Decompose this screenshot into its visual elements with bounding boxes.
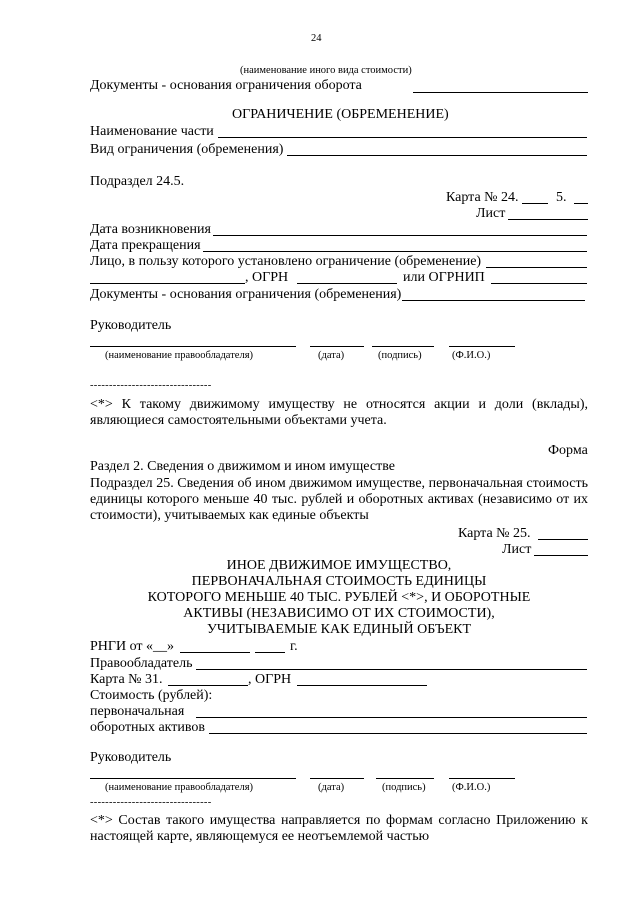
holder-name-line-1[interactable] xyxy=(90,346,296,347)
turnover-docs-line[interactable] xyxy=(413,92,588,93)
beneficiary-label: Лицо, в пользу которого установлено ограничение (обременение) xyxy=(90,254,482,269)
card-31-line[interactable] xyxy=(168,685,248,686)
beneficiary-name-line[interactable] xyxy=(90,283,245,284)
part-name-line[interactable] xyxy=(218,137,587,138)
footnote-separator-2: -------------------------------- xyxy=(90,797,212,808)
footnote-1-line-2: являющиеся самостоятельными объектами учета. xyxy=(90,413,387,428)
page-number: 24 xyxy=(311,33,322,44)
signature-caption-1: (подпись) xyxy=(378,350,422,361)
card-24-mid: 5. xyxy=(556,190,567,205)
card-24-number-line[interactable] xyxy=(522,203,548,204)
head-label-1: Руководитель xyxy=(90,318,172,333)
card-25-label: Карта № 25. xyxy=(458,526,531,541)
end-date-line[interactable] xyxy=(203,251,587,252)
ogrn-line-31[interactable] xyxy=(297,685,427,686)
card-24-suffix-line[interactable] xyxy=(574,203,588,204)
turnover-docs-label: Документы - основания ограничения оборота xyxy=(90,78,362,93)
signature-caption-2: (подпись) xyxy=(382,782,426,793)
holder-name-line-2[interactable] xyxy=(90,778,296,779)
holder-name-caption-1: (наименование правообладателя) xyxy=(105,350,254,361)
ogrnip-label: или ОГРНИП xyxy=(403,270,485,285)
head-label-2: Руководитель xyxy=(90,750,172,765)
ogrnip-line[interactable] xyxy=(491,283,587,284)
restriction-docs-label: Документы - основания ограничения (обременения) xyxy=(90,287,402,302)
rightholder-label: Правообладатель xyxy=(90,656,193,671)
subsection-25-line-1: Подраздел 25. Сведения об ином движимом имуществе, первоначальная стоимость xyxy=(90,476,588,491)
signature-line-2[interactable] xyxy=(376,778,434,779)
heading-line-1: ИНОЕ ДВИЖИМОЕ ИМУЩЕСТВО, xyxy=(226,558,452,573)
subsection-25-line-3: стоимости), учитываемых как единые объекты xyxy=(90,508,369,523)
cost-label: Стоимость (рублей): xyxy=(90,688,213,703)
fio-line-2[interactable] xyxy=(449,778,515,779)
signature-line-1[interactable] xyxy=(372,346,434,347)
restriction-type-line[interactable] xyxy=(287,155,587,156)
ogrn-label-31: , ОГРН xyxy=(248,672,292,687)
card-31-label: Карта № 31. xyxy=(90,672,163,687)
beneficiary-line[interactable] xyxy=(486,267,587,268)
card-24-prefix: Карта № 24. xyxy=(446,190,519,205)
fio-caption-1: (Ф.И.О.) xyxy=(452,350,491,361)
restriction-docs-line[interactable] xyxy=(402,300,585,301)
rngi-date-prefix: РНГИ от «__» xyxy=(90,639,175,654)
footnote-2-line-1: <*> Состав такого имущества направляется по формам согласно Приложению к xyxy=(90,813,588,828)
current-assets-line[interactable] xyxy=(209,733,587,734)
initial-cost-label: первоначальная xyxy=(90,704,185,719)
sheet-line-25[interactable] xyxy=(534,555,588,556)
ogrn-label: , ОГРН xyxy=(245,270,289,285)
ogrn-line[interactable] xyxy=(297,283,397,284)
sheet-label-24: Лист xyxy=(476,206,506,221)
rightholder-line[interactable] xyxy=(196,669,587,670)
current-assets-label: оборотных активов xyxy=(90,720,206,735)
footnote-2-line-2: настоящей карте, являющемуся ее неотъемлемой частью xyxy=(90,829,430,844)
footnote-1-line-1: <*> К такому движимому имуществу не относятся акции и доли (вклады), xyxy=(90,397,588,412)
subsection-25-line-2: единицы которого меньше 40 тыс. рублей и оборотных активах (независимо от их xyxy=(90,492,588,507)
date-line-2[interactable] xyxy=(310,778,364,779)
subsection-24-5-title: Подраздел 24.5. xyxy=(90,174,185,189)
rngi-month-line[interactable] xyxy=(180,652,250,653)
fio-caption-2: (Ф.И.О.) xyxy=(452,782,491,793)
restriction-title: ОГРАНИЧЕНИЕ (ОБРЕМЕНЕНИЕ) xyxy=(232,107,449,122)
section-2-title: Раздел 2. Сведения о движимом и ином имуществе xyxy=(90,459,395,474)
rngi-year-suffix: г. xyxy=(290,639,298,654)
heading-line-3: КОТОРОГО МЕНЬШЕ 40 ТЫС. РУБЛЕЙ <*>, И ОБОРОТНЫЕ xyxy=(147,590,531,605)
part-name-label: Наименование части xyxy=(90,124,214,139)
initial-cost-line[interactable] xyxy=(196,717,587,718)
heading-line-4: АКТИВЫ (НЕЗАВИСИМО ОТ ИХ СТОИМОСТИ), xyxy=(183,606,495,621)
other-value-caption: (наименование иного вида стоимости) xyxy=(240,65,412,76)
sheet-label-25: Лист xyxy=(502,542,532,557)
footnote-separator-1: -------------------------------- xyxy=(90,380,212,391)
heading-line-2: ПЕРВОНАЧАЛЬНАЯ СТОИМОСТЬ ЕДИНИЦЫ xyxy=(191,574,487,589)
date-line-1[interactable] xyxy=(310,346,364,347)
rngi-year-line[interactable] xyxy=(255,652,285,653)
date-caption-2: (дата) xyxy=(318,782,345,793)
date-caption-1: (дата) xyxy=(318,350,345,361)
heading-line-5: УЧИТЫВАЕМЫЕ КАК ЕДИНЫЙ ОБЪЕКТ xyxy=(206,622,472,637)
restriction-type-label: Вид ограничения (обременения) xyxy=(90,142,284,157)
start-date-label: Дата возникновения xyxy=(90,222,211,237)
form-label: Форма xyxy=(548,443,588,458)
fio-line-1[interactable] xyxy=(449,346,515,347)
sheet-line-24[interactable] xyxy=(508,219,588,220)
card-25-line[interactable] xyxy=(538,539,588,540)
end-date-label: Дата прекращения xyxy=(90,238,201,253)
start-date-line[interactable] xyxy=(213,235,587,236)
holder-name-caption-2: (наименование правообладателя) xyxy=(105,782,254,793)
